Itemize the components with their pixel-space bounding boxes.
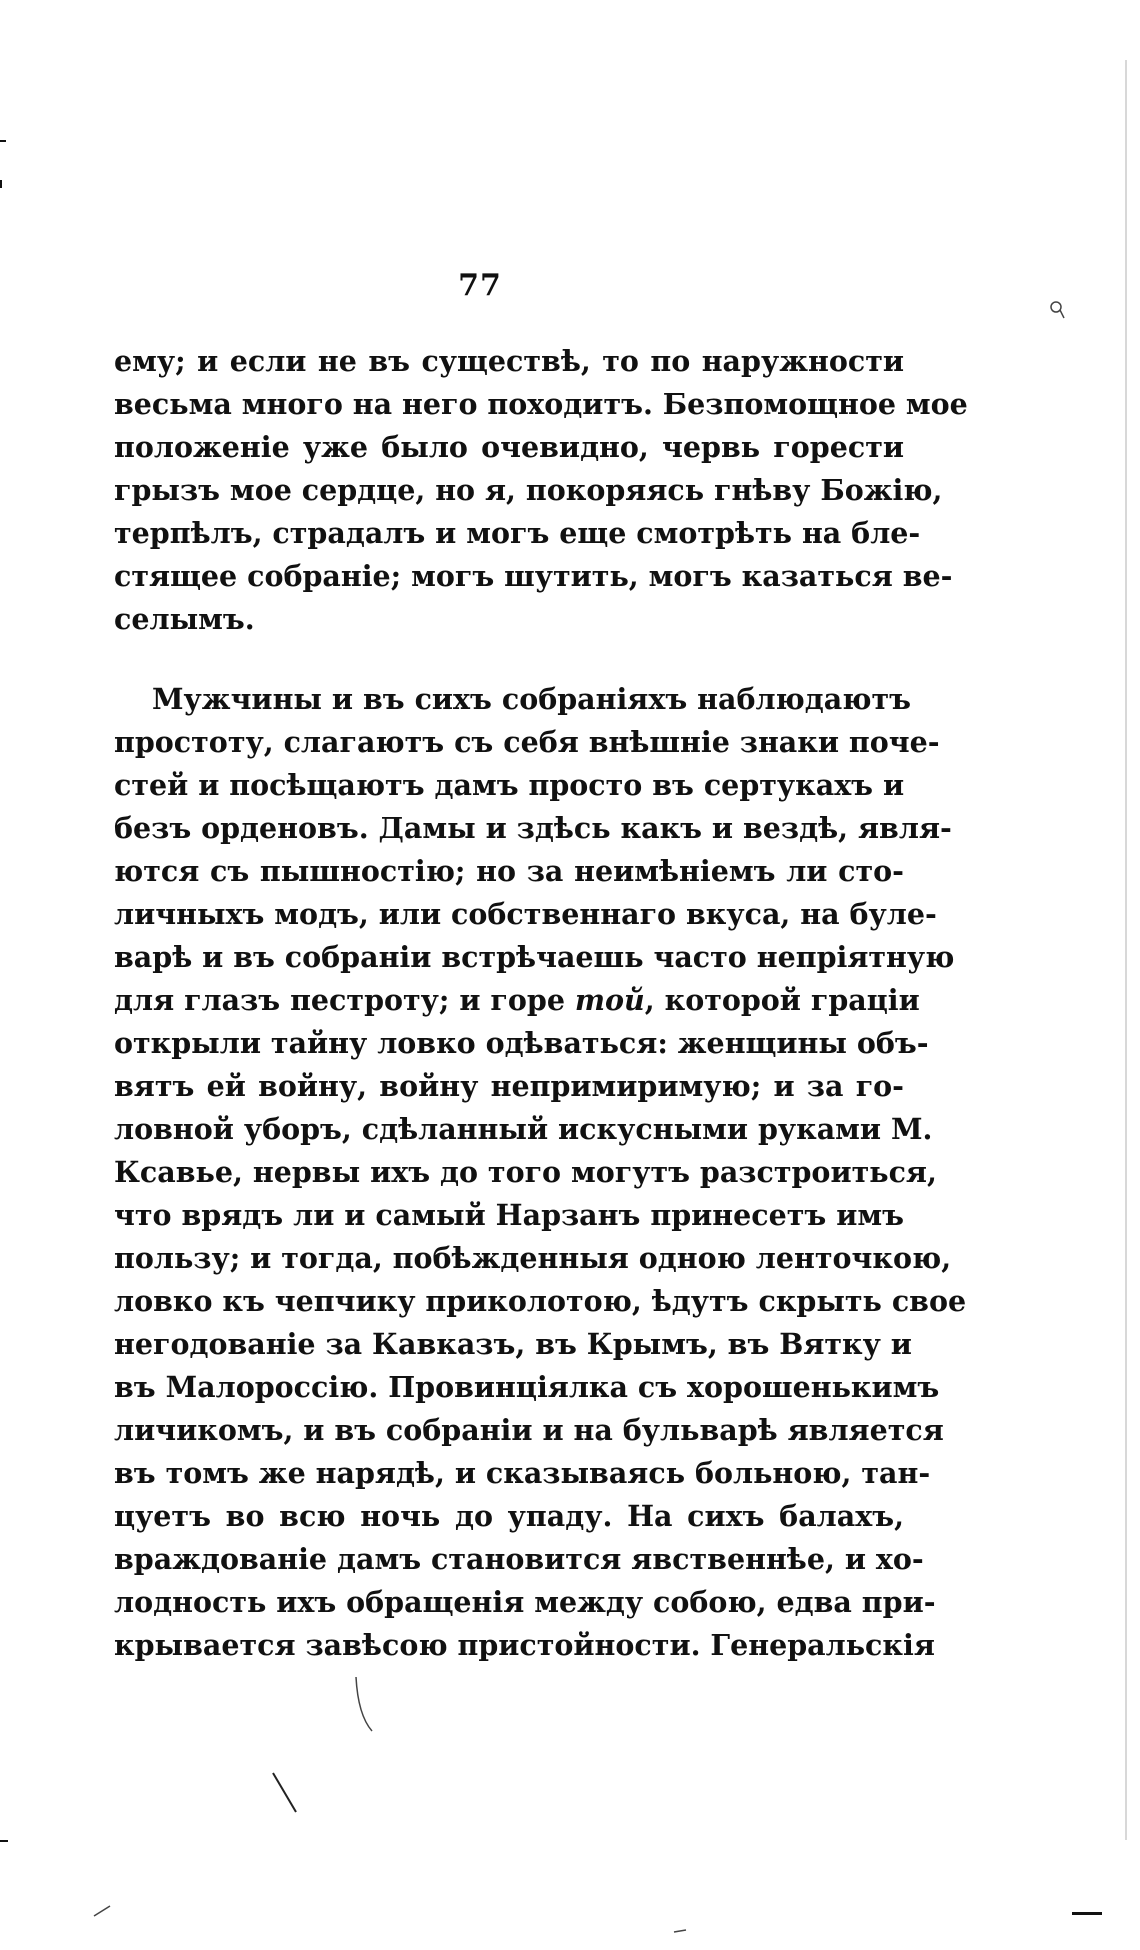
text-line: крывается завѣсою пристойности. Генеральскія <box>114 1628 935 1662</box>
ink-stroke <box>352 1675 376 1735</box>
text-line: простоту, слагаютъ съ себя внѣшніе знаки поче- <box>114 725 940 759</box>
text-fragment: для глазъ пестроту; и горе <box>114 983 575 1017</box>
paragraph-1 <box>114 340 968 641</box>
scan-tick-mark <box>0 140 6 142</box>
text-line: лодность ихъ обращенія между собою, едва при- <box>114 1585 936 1619</box>
text-line: негодованіе за Кавказъ, въ Крымъ, въ Вятку и <box>114 1327 912 1361</box>
text-line: стящее собраніе; могъ шутить, могъ казаться ве- <box>114 559 953 593</box>
text-line: вятъ ей войну, войну непримиримую; и за го- <box>114 1069 904 1103</box>
text-line-with-italic <box>114 979 920 1022</box>
text-line: ловной уборъ, сдѣланный искусными руками М. <box>114 1112 933 1146</box>
text-line: безъ орденовъ. Дамы и здѣсь какъ и вездѣ, явля- <box>114 811 952 845</box>
text-line: что врядъ ли и самый Нарзанъ принесетъ имъ <box>114 1198 904 1232</box>
text-line: положеніе уже было очевидно, червь горести <box>114 430 904 464</box>
scan-tick-mark <box>0 1840 8 1842</box>
scan-edge-mark <box>1125 60 1127 1840</box>
italic-word: той <box>574 983 645 1017</box>
page-number: 77 <box>458 268 502 303</box>
text-line: Ксавье, нервы ихъ до того могутъ разстроиться, <box>114 1155 937 1189</box>
text-line: варѣ и въ собраніи встрѣчаешь часто непріятную <box>114 940 955 974</box>
ink-stroke <box>1048 298 1066 320</box>
text-line: грызъ мое сердце, но я, покоряясь гнѣву Божію, <box>114 473 943 507</box>
text-line: весьма много на него походитъ. Безпомощное мое <box>114 387 968 421</box>
paragraph-2 <box>114 678 967 1667</box>
scan-edge-mark <box>1072 1912 1102 1915</box>
ink-stroke <box>270 1770 300 1816</box>
text-line: цуетъ во всю ночь до упаду. На сихъ балахъ, <box>114 1499 904 1533</box>
text-line: личикомъ, и въ собраніи и на бульварѣ является <box>114 1413 944 1447</box>
text-line: стей и посѣщаютъ дамъ просто въ сертукахъ и <box>114 768 905 802</box>
text-line: ются съ пышностію; но за неимѣніемъ ли сто- <box>114 854 904 888</box>
text-line: терпѣлъ, страдалъ и могъ еще смотрѣть на бле- <box>114 516 921 550</box>
ink-stroke <box>672 1926 688 1936</box>
scan-tick-mark <box>0 180 2 188</box>
text-fragment: , которой граціи <box>644 983 920 1017</box>
text-line: въ Малороссію. Провинціялка съ хорошенькимъ <box>114 1370 940 1404</box>
text-line: пользу; и тогда, побѣжденныя одною ленточкою, <box>114 1241 952 1275</box>
text-line: селымъ. <box>114 602 255 636</box>
text-line: враждованіе дамъ становится явственнѣе, и хо- <box>114 1542 924 1576</box>
text-line: въ томъ же нарядѣ, и сказываясь больною, тан- <box>114 1456 931 1490</box>
text-line: личныхъ модъ, или собственнаго вкуса, на буле- <box>114 897 937 931</box>
text-line: открыли тайну ловко одѣваться: женщины объ- <box>114 1026 929 1060</box>
text-line: ему; и если не въ существѣ, то по наружности <box>114 344 904 378</box>
ink-stroke <box>92 1904 112 1918</box>
text-line: Мужчины и въ сихъ собраніяхъ наблюдаютъ <box>152 682 911 716</box>
text-line: ловко къ чепчику приколотою, ѣдутъ скрыть свое <box>114 1284 967 1318</box>
